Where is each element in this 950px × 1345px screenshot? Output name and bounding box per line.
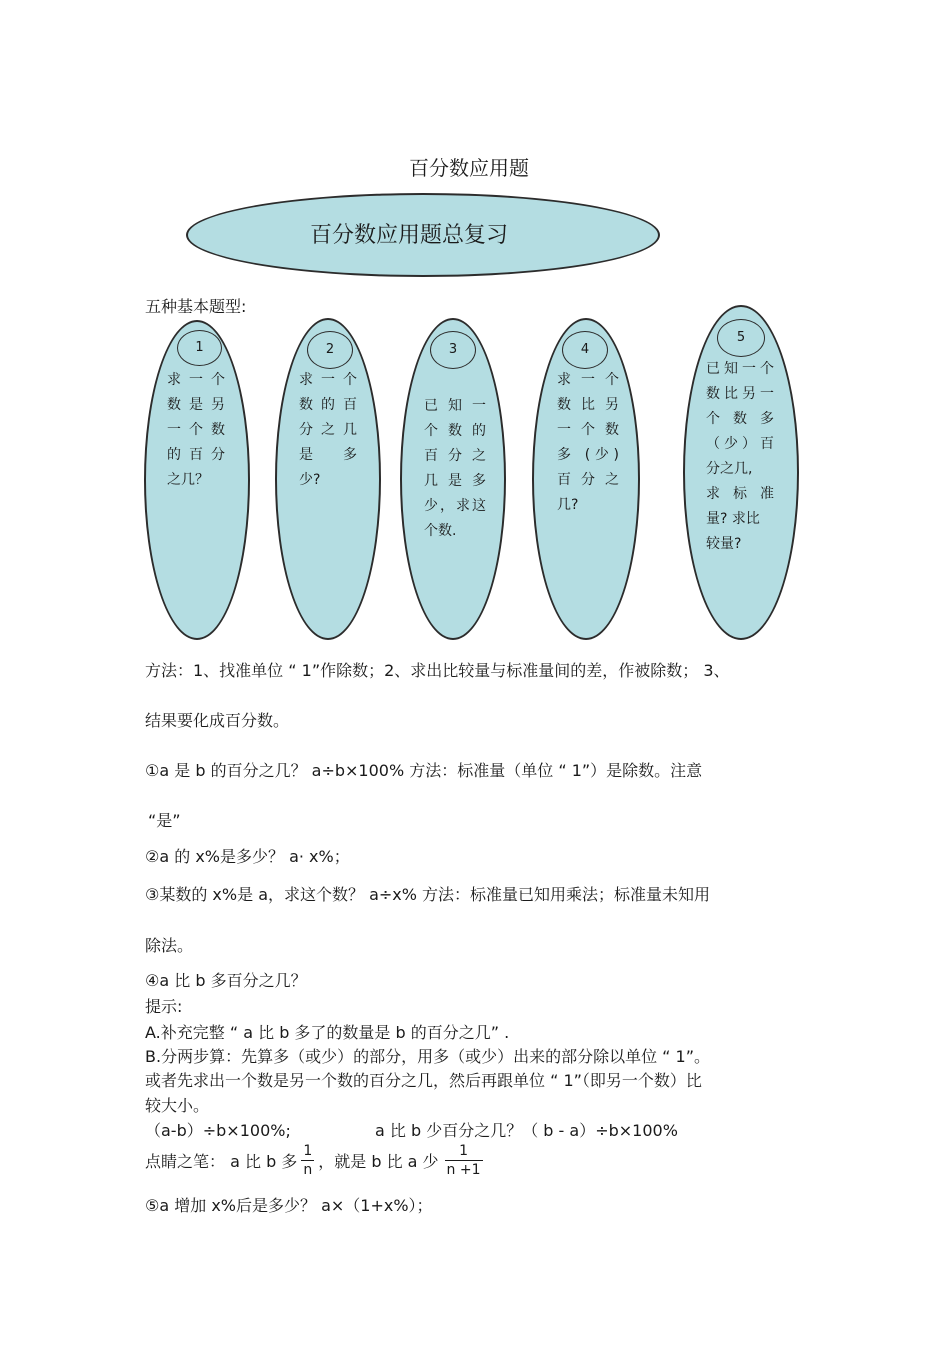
method-line-2: 结果要化成百分数。 — [145, 711, 290, 730]
type-text-5: 已知一个 数比另一 个 数 多 （少）百 分之几, 求 标 准 量? 求比 较量? — [706, 361, 774, 552]
formula-more: （a-b）÷b×100%; — [145, 1121, 291, 1140]
type-number-1: 1 — [177, 330, 222, 366]
type-text-2: 求 一 个 数 的 百 分 之 几 是 多 少? — [299, 372, 357, 488]
type-number-3: 3 — [430, 331, 476, 369]
type-number-5: 5 — [717, 319, 765, 357]
question-4: ④a 比 b 多百分之几？ — [145, 971, 307, 990]
fraction-1-over-n: $\frac{1}{n}$ — [303, 1143, 313, 1178]
hint-b-line-1: B.分两步算：先算多（或少）的部分，用多（或少）出来的部分除以单位 “ 1”。 — [145, 1047, 710, 1066]
key-point-prefix: 点睛之笔： a 比 b 多 — [145, 1152, 298, 1171]
question-3: ③某数的 x%是 a，求这个数？ a÷x% 方法：标准量已知用乘法；标准量未知用 — [145, 885, 711, 904]
formula-less: a 比 b 少百分之几？（ b - a）÷b×100% — [375, 1121, 678, 1140]
type-text-4: 求 一 个 数 比 另 一 个 数 多 (少) 百 分 之 几? — [557, 372, 619, 513]
key-point-middle: ，就是 b 比 a 少 — [318, 1152, 439, 1171]
key-point — [145, 1142, 483, 1179]
question-2: ②a 的 x%是多少？ a· x%； — [145, 847, 350, 866]
type-text-1: 求 一 个 数 是 另 一 个 数 的 百 分 之几？ — [167, 372, 225, 488]
intro-text: 五种基本题型: — [145, 297, 247, 316]
hint-b-line-3: 较大小。 — [145, 1096, 210, 1115]
banner-title: 百分数应用题总复习 — [310, 223, 509, 248]
type-number-4: 4 — [562, 331, 608, 369]
hint-a: A.补充完整 “ a 比 b 多了的数量是 b 的百分之几” . — [145, 1023, 510, 1042]
hint-b-line-2: 或者先求出一个数是另一个数的百分之几，然后再跟单位 “ 1”（即另一个数）比 — [145, 1071, 702, 1090]
hint-label: 提示: — [145, 997, 183, 1016]
type-number-2: 2 — [307, 331, 353, 369]
type-text-3: 已 知 一 个 数 的 百 分 之 几 是 多 少，求这 个数. — [424, 398, 486, 539]
question-1: ①a 是 b 的百分之几？ a÷b×100% 方法：标准量（单位 “ 1”）是除数。注意 — [145, 761, 703, 780]
question-5: ⑤a 增加 x%后是多少？ a×（1+x%）； — [145, 1196, 433, 1215]
fraction-1-over-n-plus-1: $\frac{1}{n +1}$ — [446, 1143, 481, 1178]
page-title: 百分数应用题 — [409, 156, 529, 180]
question-1-note: “是” — [148, 811, 181, 830]
method-line-1: 方法：1、找准单位 “ 1”作除数；2、求出比较量与标准量间的差，作被除数； 3、 — [145, 661, 730, 680]
question-3-note: 除法。 — [145, 936, 194, 955]
